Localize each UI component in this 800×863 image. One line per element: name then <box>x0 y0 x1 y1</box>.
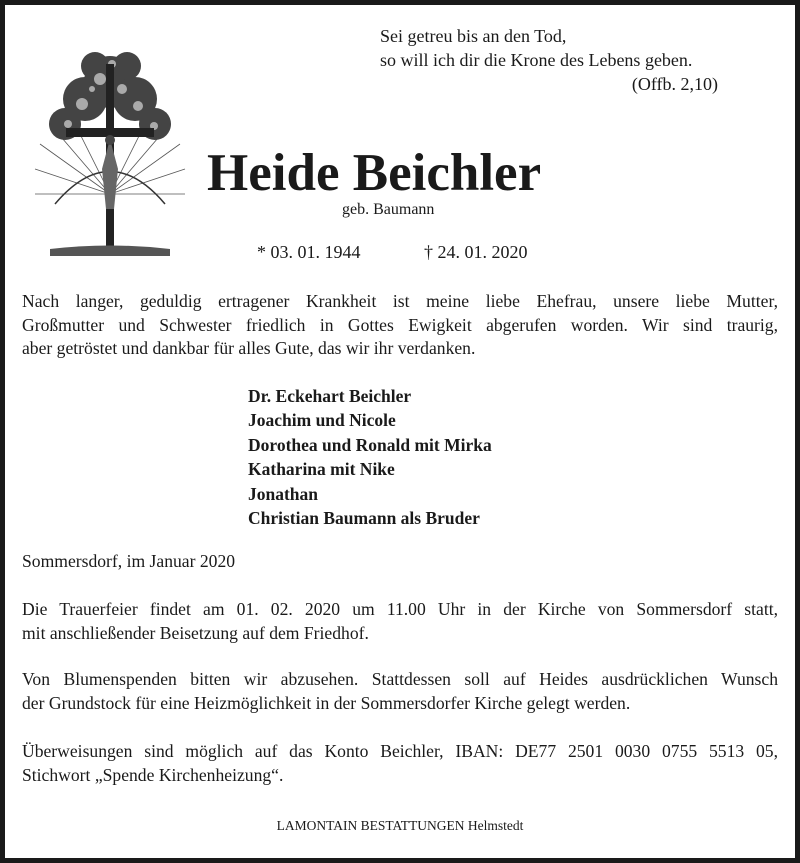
undertaker-credit <box>0 818 800 834</box>
mourner-name: Joachim und Nicole <box>248 410 396 431</box>
mourner-name: Christian Baumann als Bruder <box>248 508 480 529</box>
verse-line-2: so will ich dir die Krone des Lebens geben. <box>380 50 693 70</box>
undertaker-city: Helmstedt <box>467 818 524 833</box>
deceased-name: Heide Beichler <box>207 144 542 202</box>
birth-date: * 03. 01. 1944 <box>257 242 361 262</box>
mourner-name: Dorothea und Ronald mit Mirka <box>248 434 492 455</box>
place-date: Sommersdorf, im Januar 2020 <box>22 551 236 571</box>
announcement-line: Großmutter und Schwester friedlich in Gottes Ewigkeit abgerufen worden. Wir sind traurig, <box>22 314 778 335</box>
bible-verse <box>380 24 740 96</box>
cross-tree-sunburst-icon <box>30 44 190 262</box>
transfer-paragraph <box>22 740 778 787</box>
mourners-list <box>248 384 492 530</box>
funeral-line: Die Trauerfeier findet am 01. 02. 2020 um 11.00 Uhr in der Kirche von Sommersdorf statt, <box>22 599 778 619</box>
funeral-paragraph <box>22 598 778 645</box>
mourner-name: Dr. Eckehart Beichler <box>248 386 412 406</box>
flowers-line: der Grundstock für eine Heizmöglichkeit in der Sommersdorfer Kirche gelegt werden. <box>22 692 631 713</box>
death-date: † 24. 01. 2020 <box>424 242 528 262</box>
funeral-line: mit anschließender Beisetzung auf dem Friedhof. <box>22 622 369 643</box>
announcement-line: Nach langer, geduldig ertragener Krankheit ist meine liebe Ehefrau, unsere liebe Mutter, <box>22 291 778 311</box>
flowers-paragraph <box>22 668 778 715</box>
maiden-name: geb. Baumann <box>342 201 435 218</box>
announcement-paragraph <box>22 290 778 361</box>
verse-line-1: Sei getreu bis an den Tod, <box>380 26 567 46</box>
verse-reference: (Offb. 2,10) <box>631 74 718 94</box>
transfer-line: Überweisungen sind möglich auf das Konto Beichler, IBAN: DE77 2501 0030 0755 5513 05, <box>22 741 778 761</box>
undertaker-name: LAMONTAIN BESTATTUNGEN <box>276 818 465 833</box>
flowers-line: Von Blumenspenden bitten wir abzusehen. Stattdessen soll auf Heides ausdrücklichen Wunsch <box>22 669 778 689</box>
mourner-name: Jonathan <box>248 483 319 504</box>
transfer-line: Stichwort „Spende Kirchenheizung“. <box>22 764 284 785</box>
announcement-line: aber getröstet und dankbar für alles Gute, das wir ihr verdanken. <box>22 338 476 358</box>
mourner-name: Katharina mit Nike <box>248 459 395 480</box>
